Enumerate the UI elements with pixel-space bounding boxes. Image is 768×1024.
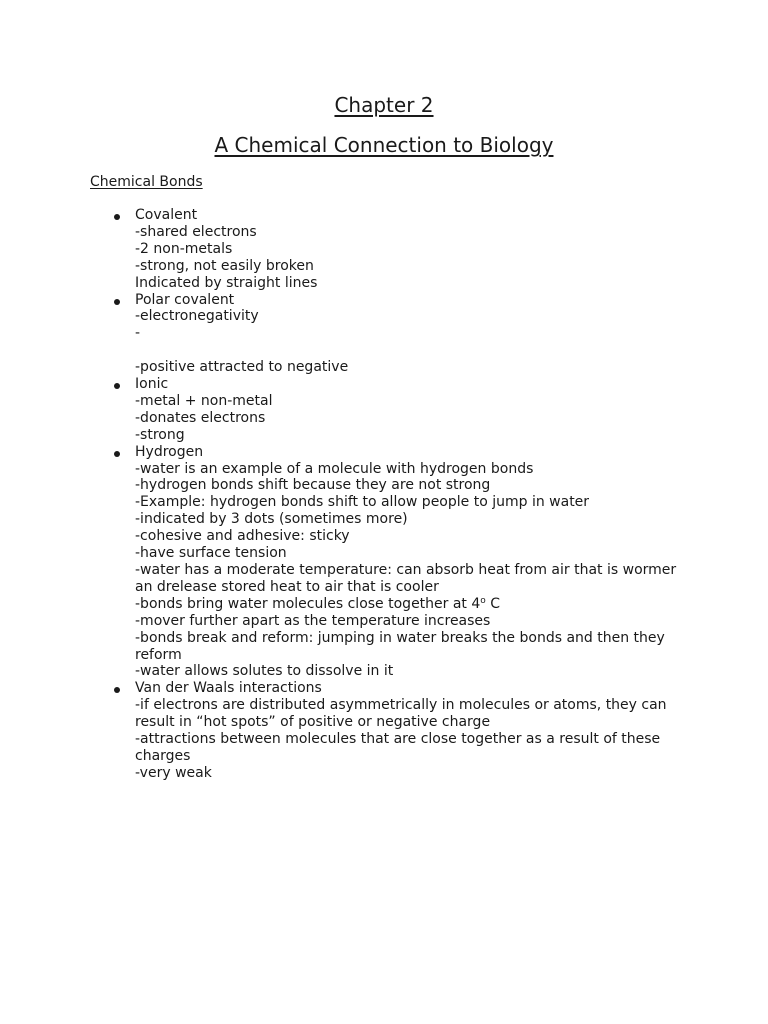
item-line-blank: [135, 342, 695, 359]
item-line: -positive attracted to negative: [135, 359, 349, 376]
list-item-polar-covalent: [135, 292, 695, 377]
list-item-van-der-waals: [135, 680, 695, 781]
item-line: -very weak: [135, 764, 212, 781]
item-label: Covalent: [135, 207, 198, 223]
degree-mark: o: [480, 595, 486, 606]
item-line: -water has a moderate temperature: can absorb heat from air that is wormer: [135, 562, 677, 579]
item-line: result in “hot spots” of positive or negative charge: [135, 714, 491, 731]
item-line: -2 non-metals: [135, 240, 233, 257]
item-line: reform: [135, 646, 182, 663]
list-item-covalent: [135, 207, 695, 292]
item-line: -strong, not easily broken: [135, 257, 314, 274]
item-line: -electronegativity: [135, 308, 259, 325]
item-line: -shared electrons: [135, 223, 257, 240]
item-line: -Example: hydrogen bonds shift to allow people to jump in water: [135, 494, 590, 511]
item-line: -bonds break and reform: jumping in water breaks the bonds and then they: [135, 629, 665, 646]
item-label: Hydrogen: [135, 443, 204, 460]
item-line: -water is an example of a molecule with hydrogen bonds: [135, 460, 534, 477]
bullet-icon: [114, 687, 120, 693]
item-line: -if electrons are distributed asymmetrically in molecules or atoms, they can: [135, 697, 667, 714]
bond-type-list: [135, 207, 695, 782]
item-line: -attractions between molecules that are close together as a result of these: [135, 731, 661, 748]
bullet-icon: [114, 299, 120, 305]
temperature-text: -bonds bring water molecules close together at 4: [135, 595, 481, 612]
item-line: Indicated by straight lines: [135, 274, 318, 291]
item-line: -cohesive and adhesive: sticky: [135, 528, 350, 545]
bullet-icon: [114, 451, 120, 457]
item-line: -have surface tension: [135, 545, 287, 562]
item-label: Van der Waals interactions: [135, 680, 322, 697]
item-line: an drelease stored heat to air that is cooler: [135, 578, 439, 595]
item-line: -water allows solutes to dissolve in it: [135, 663, 394, 680]
item-label: Polar covalent: [135, 291, 235, 308]
item-line: -donates electrons: [135, 409, 266, 426]
item-line: charges: [135, 747, 191, 764]
chapter-title: Chapter 2: [334, 93, 434, 117]
document-title: A Chemical Connection to Biology: [214, 133, 554, 157]
item-line: -metal + non-metal: [135, 392, 273, 409]
degree-unit: C: [485, 595, 501, 612]
item-label: Ionic: [135, 376, 169, 393]
item-line: -: [135, 325, 141, 342]
list-item-ionic: [135, 376, 695, 444]
bullet-icon: [114, 214, 120, 220]
item-line: -hydrogen bonds shift because they are not strong: [135, 477, 491, 494]
item-line: -strong: [135, 426, 185, 443]
item-line-temperature: [135, 596, 695, 613]
bullet-icon: [114, 383, 120, 389]
list-item-hydrogen: [135, 444, 695, 681]
item-line: -mover further apart as the temperature increases: [135, 612, 491, 629]
item-line: -indicated by 3 dots (sometimes more): [135, 511, 408, 528]
section-heading: Chemical Bonds: [90, 174, 203, 190]
